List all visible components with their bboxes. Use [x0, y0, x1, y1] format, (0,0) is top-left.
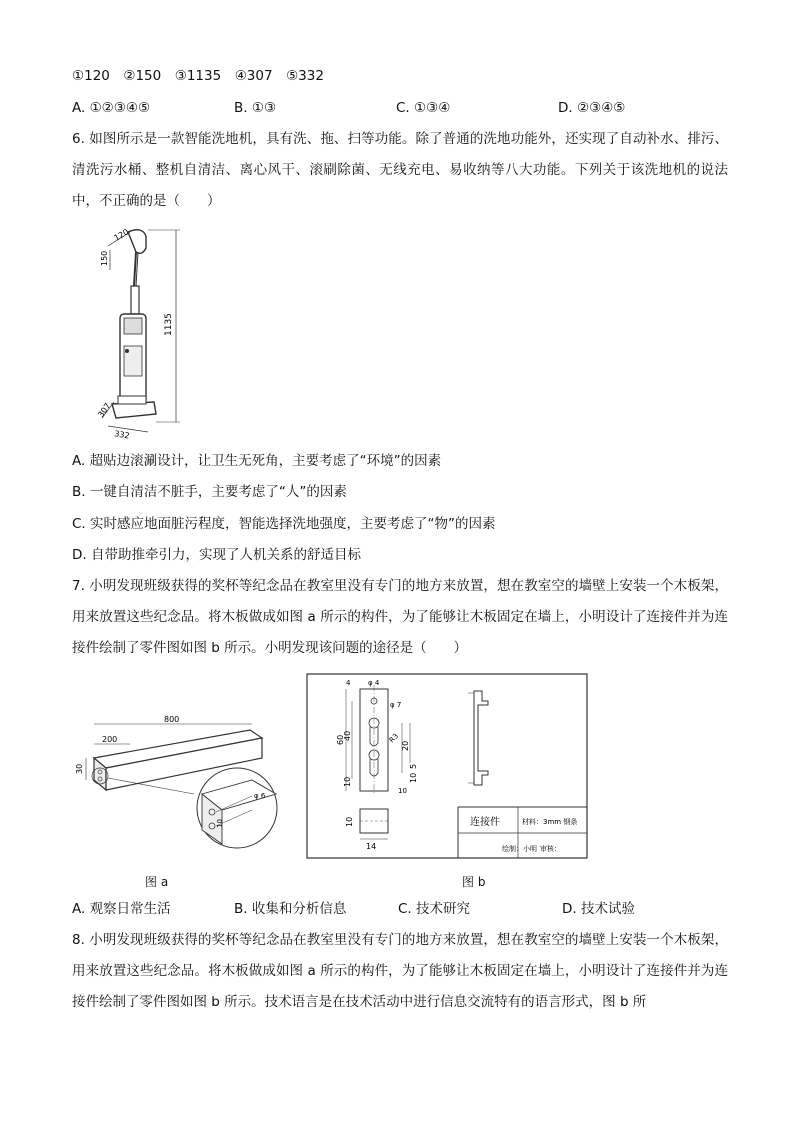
dim-30: 30: [75, 763, 84, 774]
q7-option-a: A. 观察日常生活: [72, 901, 171, 917]
title-block-review: 审核：: [540, 845, 561, 853]
q7-stem: 7. 小明发现班级获得的奖杯等纪念品在教室里没有专门的地方来放置，想在教室空的墙壁上安装一个木板架，用来放置这些纪念品。将木板做成如图 a 所示的构件，为了能够让木板固定在墙上，小明设计了连接件并为连接件绘制了零件图如图 b 所示。小明发现该问题的途径是（ ）: [72, 578, 728, 656]
title-block-material: 材料：3mm 钢条: [522, 818, 578, 826]
q7-options: [72, 899, 732, 919]
q6-option-c: C. 实时感应地面脏污程度，智能选择洗地强度，主要考虑了“物”的因素: [72, 516, 496, 532]
dim-1135: 1135: [164, 313, 174, 336]
q6-stem: 6. 如图所示是一款智能洗地机，具有洗、拖、扫等功能。除了普通的洗地功能外，还实现了自动补水、排污、清洗污水桶、整机自清洁、离心风干、滚刷除菌、无线充电、易收纳等八大功能。下列关于该洗地机的说法中，不正确的是（ ）: [72, 131, 728, 209]
dim-phi6: φ 6: [254, 792, 266, 800]
q6-option-d: D. 自带助推牵引力，实现了人机关系的舒适目标: [72, 547, 361, 563]
q5-options: [72, 98, 732, 118]
q7-option-b: B. 收集和分析信息: [234, 901, 347, 917]
dim-332: 332: [113, 429, 131, 441]
title-block-drawn: 绘制：小明: [502, 845, 537, 853]
figure-b-caption: 图 b: [462, 875, 486, 889]
q7-option-c: C. 技术研究: [398, 901, 471, 917]
q5-choices: ①120 ②150 ③1135 ④307 ⑤332: [72, 68, 324, 84]
fig-b-dim-10b: 10: [409, 772, 418, 783]
fig-b-dim-10a: 10: [343, 776, 352, 787]
fig-b-dim-10c: 10: [345, 816, 354, 827]
dim-150: 150: [100, 250, 109, 266]
fig-b-dim-phi4: φ 4: [368, 679, 380, 687]
fig-b-dim-phi7: φ 7: [390, 701, 402, 709]
fig-b-dim-r3: R3: [387, 732, 401, 745]
q8-stem: 8. 小明发现班级获得的奖杯等纪念品在教室里没有专门的地方来放置，想在教室空的墙壁上安装一个木板架，用来放置这些纪念品。将木板做成如图 a 所示的构件，为了能够让木板固定在墙上，小明设计了连接件并为连接件绘制了零件图如图 b 所示。技术语言是在技术活动中进行信息交流特有的语言形式，图 b 所: [72, 932, 728, 1010]
title-block-name: 连接件: [470, 817, 500, 828]
dim-200: 200: [102, 735, 118, 744]
fig-b-dim-40: 40: [343, 730, 352, 741]
q7-option-d: D. 技术试验: [562, 901, 635, 917]
fig-b-dim-14: 14: [366, 842, 377, 851]
floor-washer-figure: [98, 226, 190, 440]
q5-option-c: C. ①③④: [396, 100, 451, 116]
q6-option-b: B. 一键自清洁不脏手，主要考虑了“人”的因素: [72, 484, 347, 500]
dim-10: 10: [216, 819, 224, 828]
q5-option-d: D. ②③④⑤: [558, 100, 626, 116]
figure-a-caption: 图 a: [145, 875, 169, 889]
q6-option-a: A. 超贴边滚涮设计，让卫生无死角，主要考虑了“环境”的因素: [72, 453, 442, 469]
figure-a-wood-board: [72, 710, 292, 860]
fig-b-dim-4b: 10: [398, 787, 407, 795]
dim-800: 800: [164, 715, 180, 724]
dim-307: 307: [96, 401, 113, 420]
fig-b-dim-5: 5: [409, 763, 418, 769]
fig-b-dim-60: 60: [336, 734, 345, 745]
q5-option-b: B. ①③: [234, 100, 277, 116]
q5-option-a: A. ①②③④⑤: [72, 100, 151, 116]
figure-b-part-drawing: [306, 673, 588, 859]
fig-b-dim-20: 20: [401, 740, 410, 751]
dim-120: 120: [112, 227, 131, 243]
fig-b-dim-4top: 4: [346, 679, 351, 687]
